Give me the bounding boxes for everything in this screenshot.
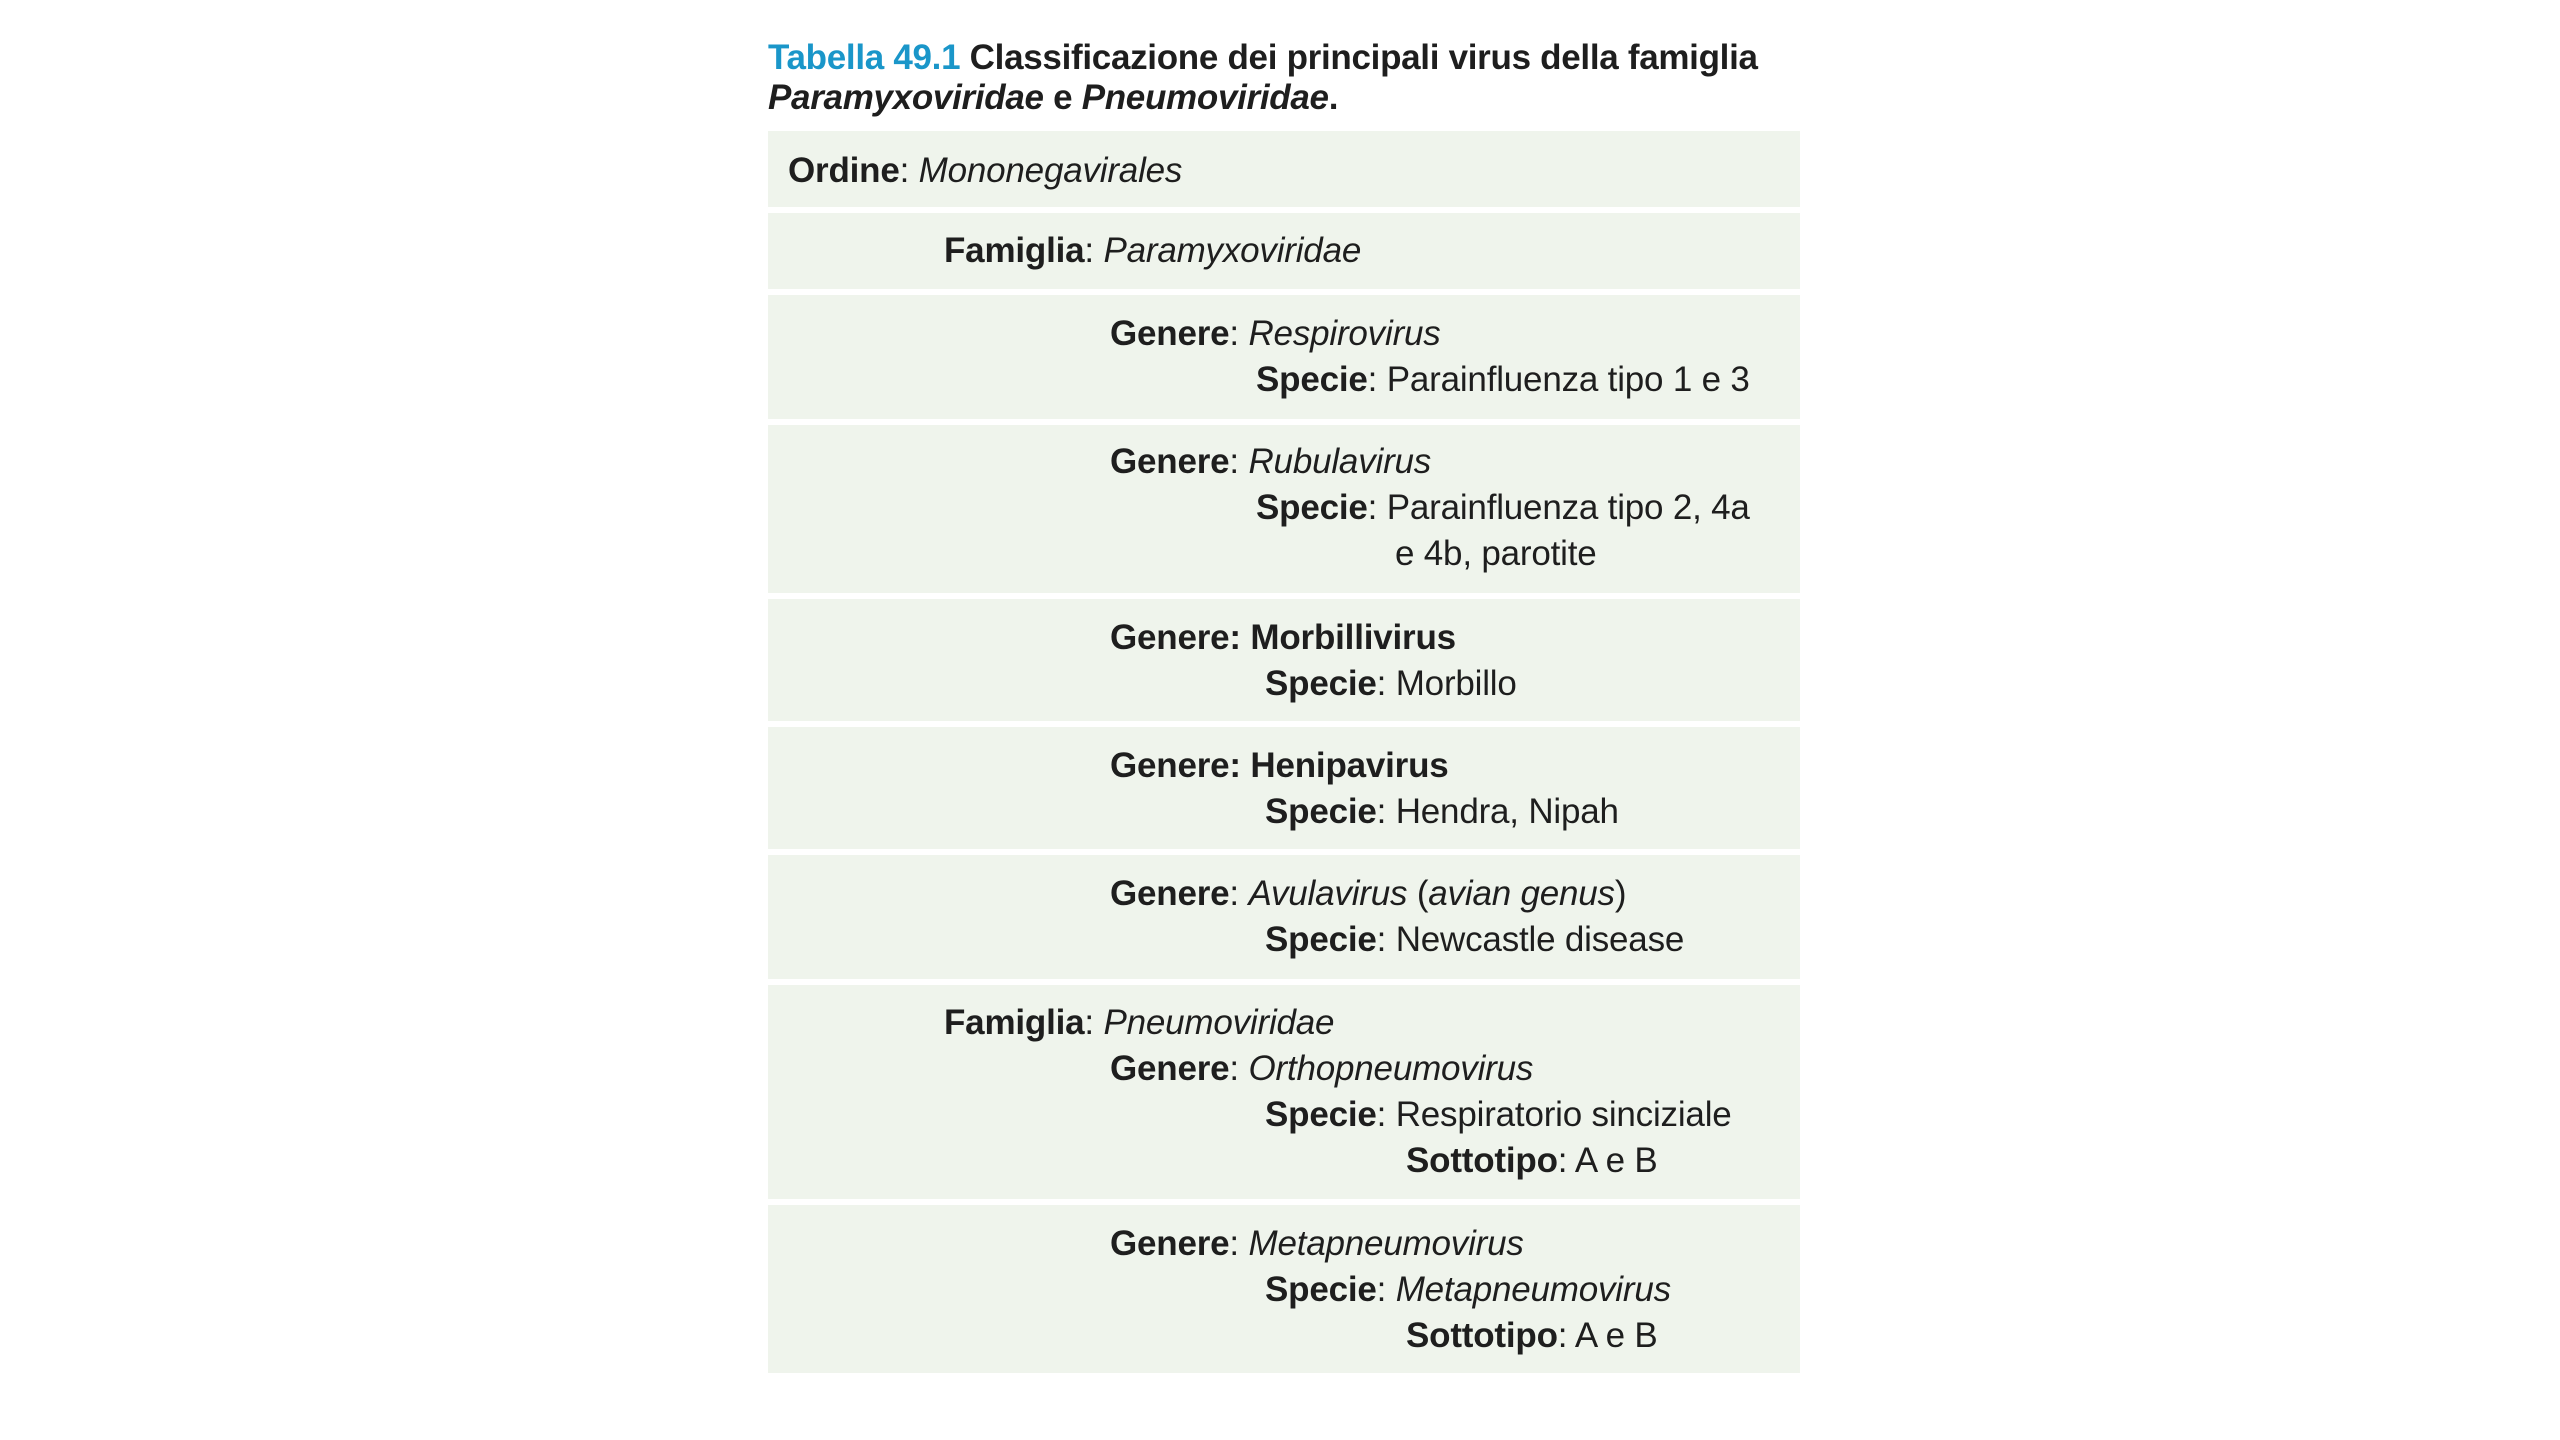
specie-value: Hendra, Nipah: [1395, 792, 1619, 831]
caption-family-2: Pneumoviridae: [1081, 78, 1329, 117]
caption-family-1: Paramyxoviridae: [768, 78, 1044, 117]
table-row: Genere: Avulavirus (avian genus) Specie: Newcastle disease: [768, 855, 1800, 979]
genere-value: Henipavirus: [1250, 746, 1449, 785]
genere-label: Genere: [1110, 1224, 1230, 1263]
specie-label: Specie: [1256, 488, 1368, 527]
specie-value: Parainfluenza tipo 2, 4a: [1386, 488, 1750, 527]
specie-value: Parainfluenza tipo 1 e 3: [1386, 360, 1750, 399]
genere-label: Genere: [1110, 618, 1230, 657]
table-row: Genere: Respirovirus Specie: Parainfluenza tipo 1 e 3: [768, 295, 1800, 419]
table-row: Genere: Morbillivirus Specie: Morbillo: [768, 599, 1800, 721]
specie-label: Specie: [1256, 360, 1368, 399]
specie-value-continued: e 4b, parotite: [1395, 534, 1597, 573]
genere-value: Rubulavirus: [1248, 442, 1432, 481]
famiglia-value: Paramyxoviridae: [1103, 231, 1362, 270]
sottotipo-value: A e B: [1574, 1316, 1658, 1355]
ordine-label: Ordine: [788, 151, 900, 190]
table-row: Famiglia: Pneumoviridae Genere: Orthopneumovirus Specie: Respiratorio sinciziale Sottotipo: A e B: [768, 985, 1800, 1199]
genere-value: Avulavirus: [1248, 874, 1408, 913]
sottotipo-label: Sottotipo: [1406, 1316, 1558, 1355]
genere-label: Genere: [1110, 314, 1230, 353]
famiglia-value: Pneumoviridae: [1103, 1003, 1335, 1042]
specie-value: Newcastle disease: [1395, 920, 1685, 959]
genere-label: Genere: [1110, 874, 1230, 913]
genere-label: Genere: [1110, 746, 1230, 785]
genere-value: Orthopneumovirus: [1248, 1049, 1534, 1088]
specie-label: Specie: [1265, 920, 1377, 959]
specie-value: Respiratorio sinciziale: [1395, 1095, 1732, 1134]
table-row: Genere: Rubulavirus Specie: Parainfluenza tipo 2, 4a e 4b, parotite: [768, 425, 1800, 593]
genere-label: Genere: [1110, 442, 1230, 481]
ordine-value: Mononegavirales: [918, 151, 1183, 190]
caption-line-1: [768, 38, 1828, 78]
specie-value: Morbillo: [1395, 664, 1517, 703]
specie-label: Specie: [1265, 664, 1377, 703]
genere-label: Genere: [1110, 1049, 1230, 1088]
specie-label: Specie: [1265, 1095, 1377, 1134]
famiglia-label: Famiglia: [944, 231, 1085, 270]
sottotipo-value: A e B: [1574, 1141, 1658, 1180]
classification-table: [768, 131, 1800, 1379]
specie-label: Specie: [1265, 792, 1377, 831]
table-row: Genere: Henipavirus Specie: Hendra, Nipah: [768, 727, 1800, 849]
caption-line-2: [768, 78, 1828, 118]
genere-note: avian genus: [1428, 874, 1615, 913]
specie-label: Specie: [1265, 1270, 1377, 1309]
caption-number: Tabella 49.1: [768, 38, 961, 77]
caption-end: .: [1328, 78, 1339, 117]
table-row: Famiglia: Paramyxoviridae: [768, 213, 1800, 289]
genere-value: Morbillivirus: [1250, 618, 1456, 657]
table-row: Genere: Metapneumovirus Specie: Metapneumovirus Sottotipo: A e B: [768, 1205, 1800, 1373]
genere-value: Respirovirus: [1248, 314, 1441, 353]
table-caption: [768, 38, 1828, 118]
specie-value: Metapneumovirus: [1395, 1270, 1671, 1309]
caption-connector: e: [1043, 78, 1082, 117]
famiglia-label: Famiglia: [944, 1003, 1085, 1042]
caption-title: Classificazione dei principali virus della famiglia: [960, 38, 1758, 77]
table-row: Ordine: Mononegavirales: [768, 131, 1800, 207]
genere-value: Metapneumovirus: [1248, 1224, 1524, 1263]
sottotipo-label: Sottotipo: [1406, 1141, 1558, 1180]
